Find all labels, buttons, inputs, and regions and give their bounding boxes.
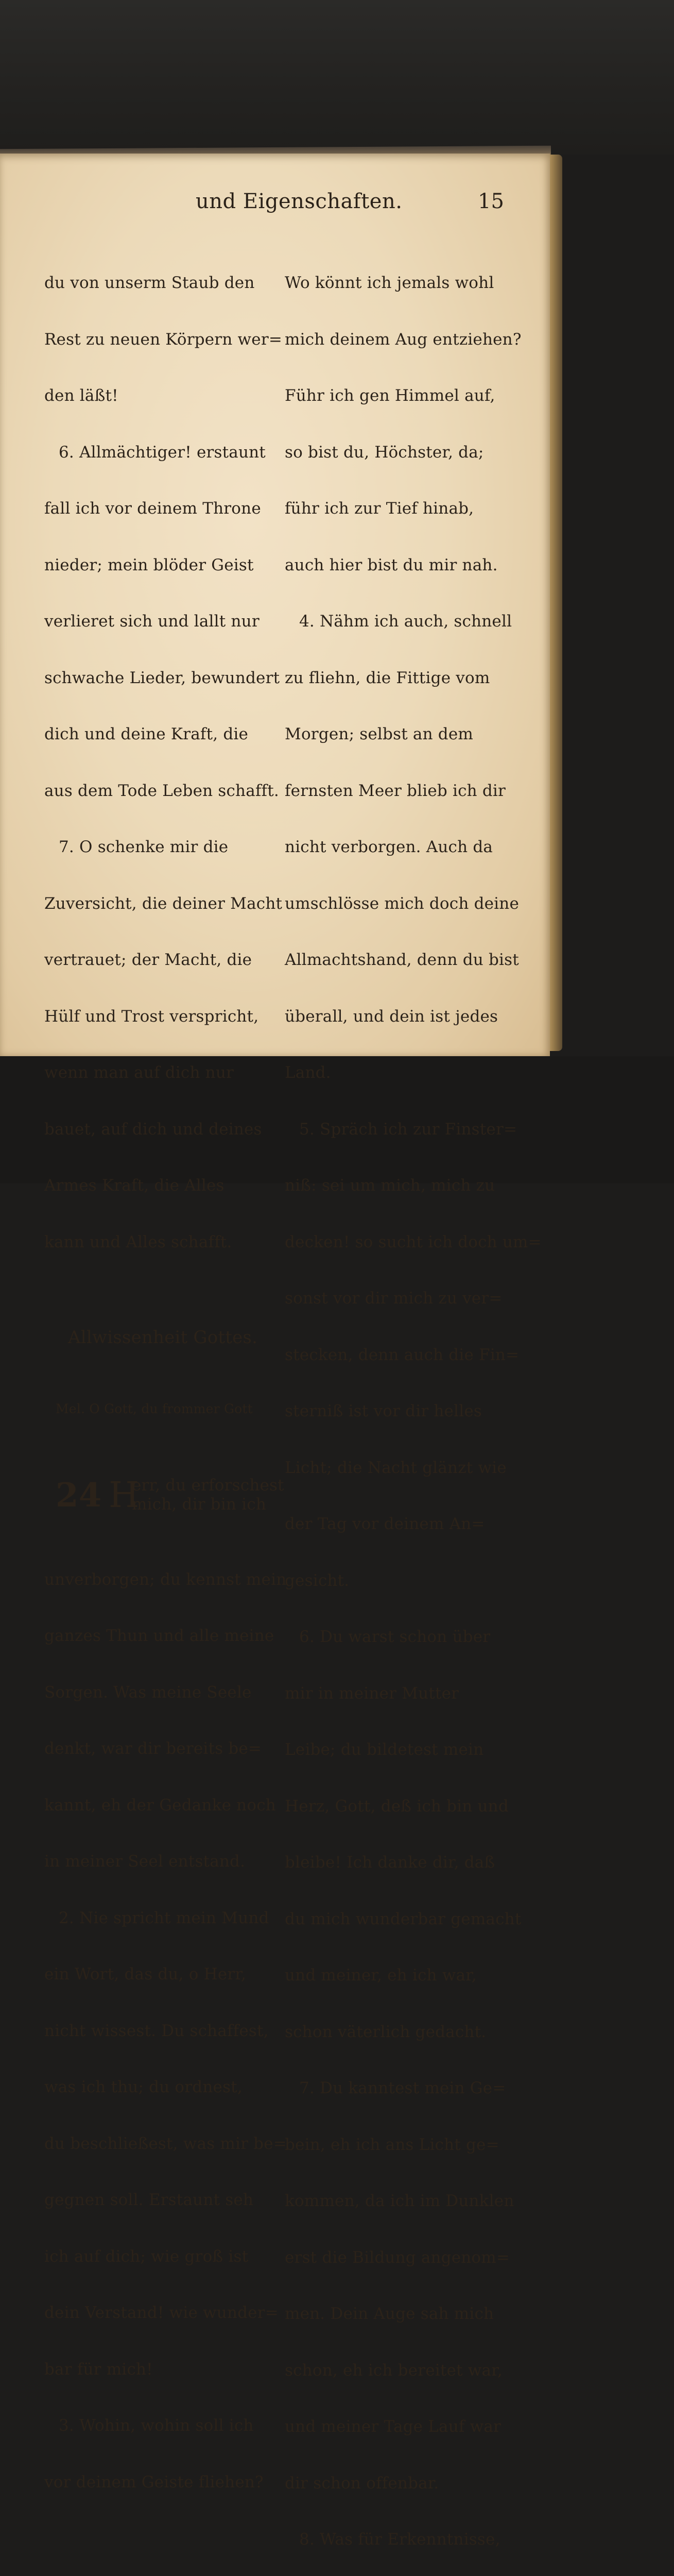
text-line: was ich thu; du ordnest, (44, 2078, 243, 2096)
text-line: schwache Lieder, bewundert (44, 668, 280, 687)
text-line: mich, dir bin ich (132, 1495, 266, 1514)
text-line: vertrauet; der Macht, die (44, 951, 252, 969)
drop-capital: H (109, 1475, 140, 1516)
text-line: ein Wort, das du, o Herr, (44, 1965, 247, 1984)
text-line: denkt, war dir bereits be= (44, 1739, 262, 1758)
text-line: decken! so sucht ich doch um= (285, 1232, 542, 1251)
text-line: gesicht. (285, 1571, 350, 1590)
text-line: sonst vor dir mich zu ver= (285, 1289, 503, 1308)
text-line: Führ ich gen Himmel auf, (285, 386, 495, 405)
melody-line: Mel. O Gott, du frommer Gott (56, 1401, 253, 1416)
verse-start-line: 6. Allmächtiger! erstaunt (59, 443, 266, 462)
text-line: umschlösse mich doch deine (285, 894, 519, 913)
text-line: Hülf und Trost verspricht, (44, 1007, 259, 1026)
text-line: Herz, Gott, deß ich bin und (285, 1797, 509, 1816)
left-column (44, 236, 287, 2511)
text-line: du von unserm Staub den (44, 274, 255, 292)
text-line: Wo könnt ich jemals wohl (285, 274, 494, 292)
text-line: dir schon offenbar. (285, 2473, 439, 2493)
text-line: aus dem Tode Leben schafft. (44, 781, 279, 800)
text-line: bar für mich! (44, 2360, 153, 2379)
text-line: erst die Bildung angenom= (285, 2248, 510, 2267)
text-line: und meiner, eh ich war, (285, 1966, 477, 1985)
text-line: gegnen soll. Erstaunt seh (44, 2191, 254, 2209)
text-line: der Tag vor deinem An= (285, 1515, 485, 1533)
text-line: Allmachtshand, denn du bist (285, 951, 519, 969)
text-line: du mich wunderbar gemacht (285, 1909, 522, 1928)
text-line: nieder; mein blöder Geist (44, 555, 254, 574)
text-line: kannt, eh der Gedanke noch (44, 1795, 276, 1815)
text-line: schon, eh ich bereitet war, (285, 2361, 503, 2380)
verse-start-line: 6. Du warst schon über (299, 1628, 491, 1646)
verse-start-line: 7. Du kanntest mein Ge= (299, 2079, 506, 2097)
text-line: überall, und dein ist jedes (285, 1007, 498, 1026)
text-line: nicht verborgen. Auch da (285, 838, 493, 856)
background-top (0, 0, 674, 155)
text-line: den läßt! (44, 386, 118, 405)
text-line: in meiner Seel entstand. (44, 1852, 246, 1871)
verse-start-line: 2. Nie spricht mein Mund (59, 1908, 269, 1927)
text-line: bleibe! Ich danke dir, daß (285, 1853, 495, 1872)
text-line: dich und deine Kraft, die (44, 725, 249, 743)
text-line: Zuversicht, die deiner Macht (44, 894, 283, 913)
right-column (285, 236, 542, 2576)
verse-start-line: 5. Spräch ich zur Finster= (299, 1120, 517, 1139)
verse-start-line: 7. O schenke mir die (59, 838, 229, 856)
text-line: so bist du, Höchster, da; (285, 443, 484, 462)
verse-start-line: 8. Was für Erkenntnisse, (299, 2530, 500, 2549)
text-line: wenn man auf dich nur (44, 1063, 234, 1082)
text-line: stecken, denn auch die Fin= (285, 1345, 520, 1364)
running-head: und Eigenschaften. (196, 190, 403, 213)
text-line: schon väterlich gedacht. (285, 2022, 487, 2041)
text-line: dein Verstand! wie wunder= (44, 2303, 279, 2322)
text-line: mich deinem Aug entziehen? (285, 330, 522, 349)
text-line: ich auf dich; wie groß ist (44, 2247, 249, 2266)
text-line: bauet, auf dich und deines (44, 1120, 262, 1139)
text-line: fernsten Meer blieb ich dir (285, 781, 506, 800)
text-line: kann und Alles schafft. (44, 1232, 232, 1251)
text-line: kommen, da ich im Dunklen (285, 2192, 514, 2210)
section-heading: Allwissenheit Gottes. (68, 1327, 258, 1348)
text-line: verlieret sich und lallt nur (44, 612, 260, 631)
text-line: Licht; die Nacht glänzt wie (285, 1458, 507, 1477)
text-line: Rest zu neuen Körpern wer= (44, 330, 283, 349)
text-line: vor deinem Geiste fliehen? (44, 2472, 264, 2492)
text-line: Land. (285, 1063, 331, 1082)
text-line: zu fliehn, die Fittige vom (285, 668, 490, 687)
text-line: sterniß ist vor dir helles (285, 1402, 482, 1420)
text-line: mir in meiner Mutter (285, 1684, 459, 1703)
text-line: Leibe; du bildetest mein (285, 1740, 484, 1759)
text-line: Sorgen. Was meine Seele (44, 1683, 252, 1702)
text-line: err, du erforschest (132, 1476, 284, 1495)
text-line: nicht wissest. Du schaffest, (44, 2021, 269, 2040)
text-line: auch hier bist du mir nah. (285, 555, 498, 574)
verse-start-line: 4. Nähm ich auch, schnell (299, 612, 512, 631)
text-line: Armes Kraft, die Alles (44, 1176, 224, 1195)
text-line: niß: sei um mich, mich zu (285, 1176, 495, 1195)
hymn-opening (44, 1475, 284, 1516)
text-line: bein, eh ich ans Licht ge= (285, 2135, 499, 2154)
hymn-number: 24 (56, 1476, 102, 1515)
text-line: Morgen; selbst an dem (285, 725, 473, 743)
text-line: men. Dein Auge sah mich (285, 2304, 494, 2323)
text-line: unverborgen; du kennst mein (44, 1570, 287, 1589)
text-line: führ ich zur Tief hinab, (285, 499, 474, 518)
page-number: 15 (478, 190, 504, 213)
text-line: du beschließest, was mir be= (44, 2134, 287, 2153)
text-line: ganzes Thun und alle meine (44, 1626, 274, 1645)
text-line: und meiner Tage Lauf war (285, 2417, 502, 2436)
verse-start-line: 3. Wohin, wohin soll ich (59, 2416, 254, 2435)
text-line: fall ich vor deinem Throne (44, 499, 261, 518)
